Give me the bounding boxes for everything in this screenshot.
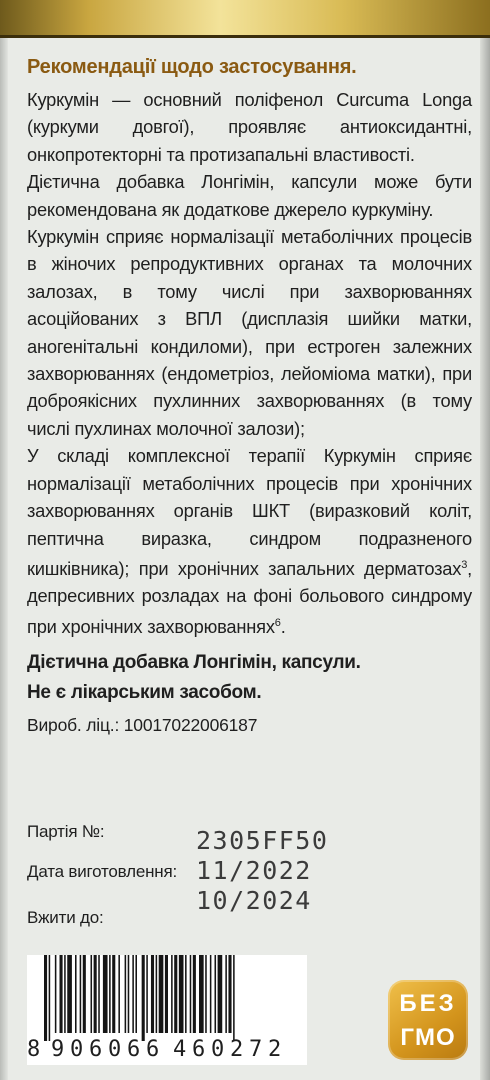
therapy-text-1: У складі комплексної терапії Куркумін сприяє нормалізації метаболічних процесів при хронічних захворюваннях органів ШКТ (виразковий коліт, пептична виразка, синдром подразненого кишківника); при хронічних запальних дерматозах: [27, 445, 472, 579]
barcode-bar: [151, 955, 154, 1033]
barcode-digit: 6: [127, 1037, 141, 1062]
barcode-bar: [75, 955, 77, 1033]
batch-value: 2305FF50: [196, 826, 329, 855]
paragraph-curcumin: Куркумін — основний поліфенол Curcuma Longa (куркуми довгої), проявляє антиоксидантні, онкопротекторні та протизапальні властивості.: [27, 89, 472, 165]
gold-foil-band: [0, 0, 490, 38]
barcode-digit: 6: [89, 1037, 103, 1062]
supplement-statement: Дієтична добавка Лонгімін, капсули.: [27, 652, 361, 674]
barcode-bars: [42, 955, 302, 1041]
barcode-digit: 7: [249, 1037, 263, 1062]
barcode-bar: [156, 955, 158, 1033]
manufacture-date-label: Дата виготовлення:: [27, 862, 177, 881]
badge-text-top: БЕЗ: [399, 990, 457, 1017]
footnote-3: 3: [461, 558, 468, 571]
barcode-bar: [132, 955, 134, 1033]
barcode-digit: 6: [146, 1037, 160, 1062]
barcode-bar: [228, 955, 231, 1033]
barcode-digit: 0: [70, 1037, 84, 1062]
barcode-bar: [135, 955, 137, 1033]
barcode-bar: [118, 955, 120, 1033]
barcode-bar: [109, 955, 111, 1033]
barcode-bar: [165, 955, 168, 1033]
usage-heading: Рекомендації щодо застосування.: [27, 56, 357, 78]
barcode-bar: [80, 955, 82, 1033]
barcode-bar: [233, 955, 235, 1041]
barcode-bar: [225, 955, 227, 1033]
barcode-bar: [193, 955, 196, 1033]
barcode-bar: [159, 955, 164, 1033]
barcode-bar: [94, 955, 97, 1033]
manufacture-date-value: 11/2022: [196, 856, 312, 885]
expiry-value: 10/2024: [196, 886, 312, 915]
footnote-6: 6: [274, 616, 281, 629]
label-text-block: [27, 52, 472, 738]
barcode-bar: [174, 955, 177, 1033]
barcode-bar: [49, 955, 51, 1041]
barcode-bar: [146, 955, 148, 1033]
package-left-edge: [0, 38, 8, 1080]
not-medicine-statement: Не є лікарським засобом.: [27, 682, 262, 704]
barcode: [27, 955, 307, 1065]
paragraph-indications: Куркумін сприяє нормалізації метаболічних процесів в жіночих репродуктивних органах та молочних залозах, в тому числі при захворюваннях асоційованих з ВПЛ (дисплазія шийки матки, аногенітальні кондиломи), при естроген залежних захворюваннях (ендометріоз, лейоміома матки), при доброякісних пухлинних захворюваннях (в тому числі пухлинах молочної залози);: [27, 226, 472, 439]
barcode-bar: [128, 955, 130, 1033]
therapy-text-3: .: [280, 615, 286, 637]
no-gmo-badge: [388, 980, 468, 1060]
barcode-bar: [60, 955, 63, 1033]
barcode-bar: [44, 955, 47, 1041]
barcode-digit: 9: [51, 1037, 65, 1062]
barcode-bar: [125, 955, 127, 1033]
barcode-bar: [103, 955, 108, 1033]
barcode-digit: 8: [27, 1037, 41, 1062]
barcode-digit: 0: [108, 1037, 122, 1062]
barcode-bar: [185, 955, 187, 1033]
barcode-bar: [67, 955, 72, 1033]
barcode-bar: [205, 955, 207, 1033]
barcode-digit: 0: [211, 1037, 225, 1062]
barcode-bar: [190, 955, 192, 1033]
barcode-digit: 6: [192, 1037, 206, 1062]
barcode-digit: 2: [230, 1037, 244, 1062]
barcode-bar: [55, 955, 57, 1033]
barcode-bar: [215, 955, 217, 1033]
barcode-bar: [83, 955, 86, 1033]
barcode-bar: [64, 955, 66, 1033]
paragraph-therapy: [27, 442, 472, 640]
badge-text-bottom: ГМО: [400, 1024, 456, 1051]
barcode-bar: [112, 955, 115, 1033]
paragraph-supplement: Дієтична добавка Лонгімін, капсули може бути рекомендована як додаткове джерело куркуміну.: [27, 171, 472, 220]
license-number: Вироб. ліц.: 10017022006187: [27, 715, 258, 736]
barcode-bar: [98, 955, 100, 1033]
barcode-bar: [210, 955, 212, 1033]
barcode-bar: [142, 955, 145, 1041]
batch-label: Партія №:: [27, 822, 105, 841]
barcode-bar: [91, 955, 93, 1033]
barcode-bar: [171, 955, 173, 1033]
barcode-bar: [179, 955, 184, 1033]
therapy-text-2: , депресивних розладах на фоні больового синдрому при хронічних захворюваннях: [27, 558, 472, 637]
package-right-edge: [480, 38, 490, 1080]
barcode-bar: [199, 955, 204, 1033]
barcode-digit: 4: [173, 1037, 187, 1062]
barcode-digit: 2: [268, 1037, 282, 1062]
expiry-label: Вжити до:: [27, 908, 104, 927]
barcode-bar: [218, 955, 223, 1033]
